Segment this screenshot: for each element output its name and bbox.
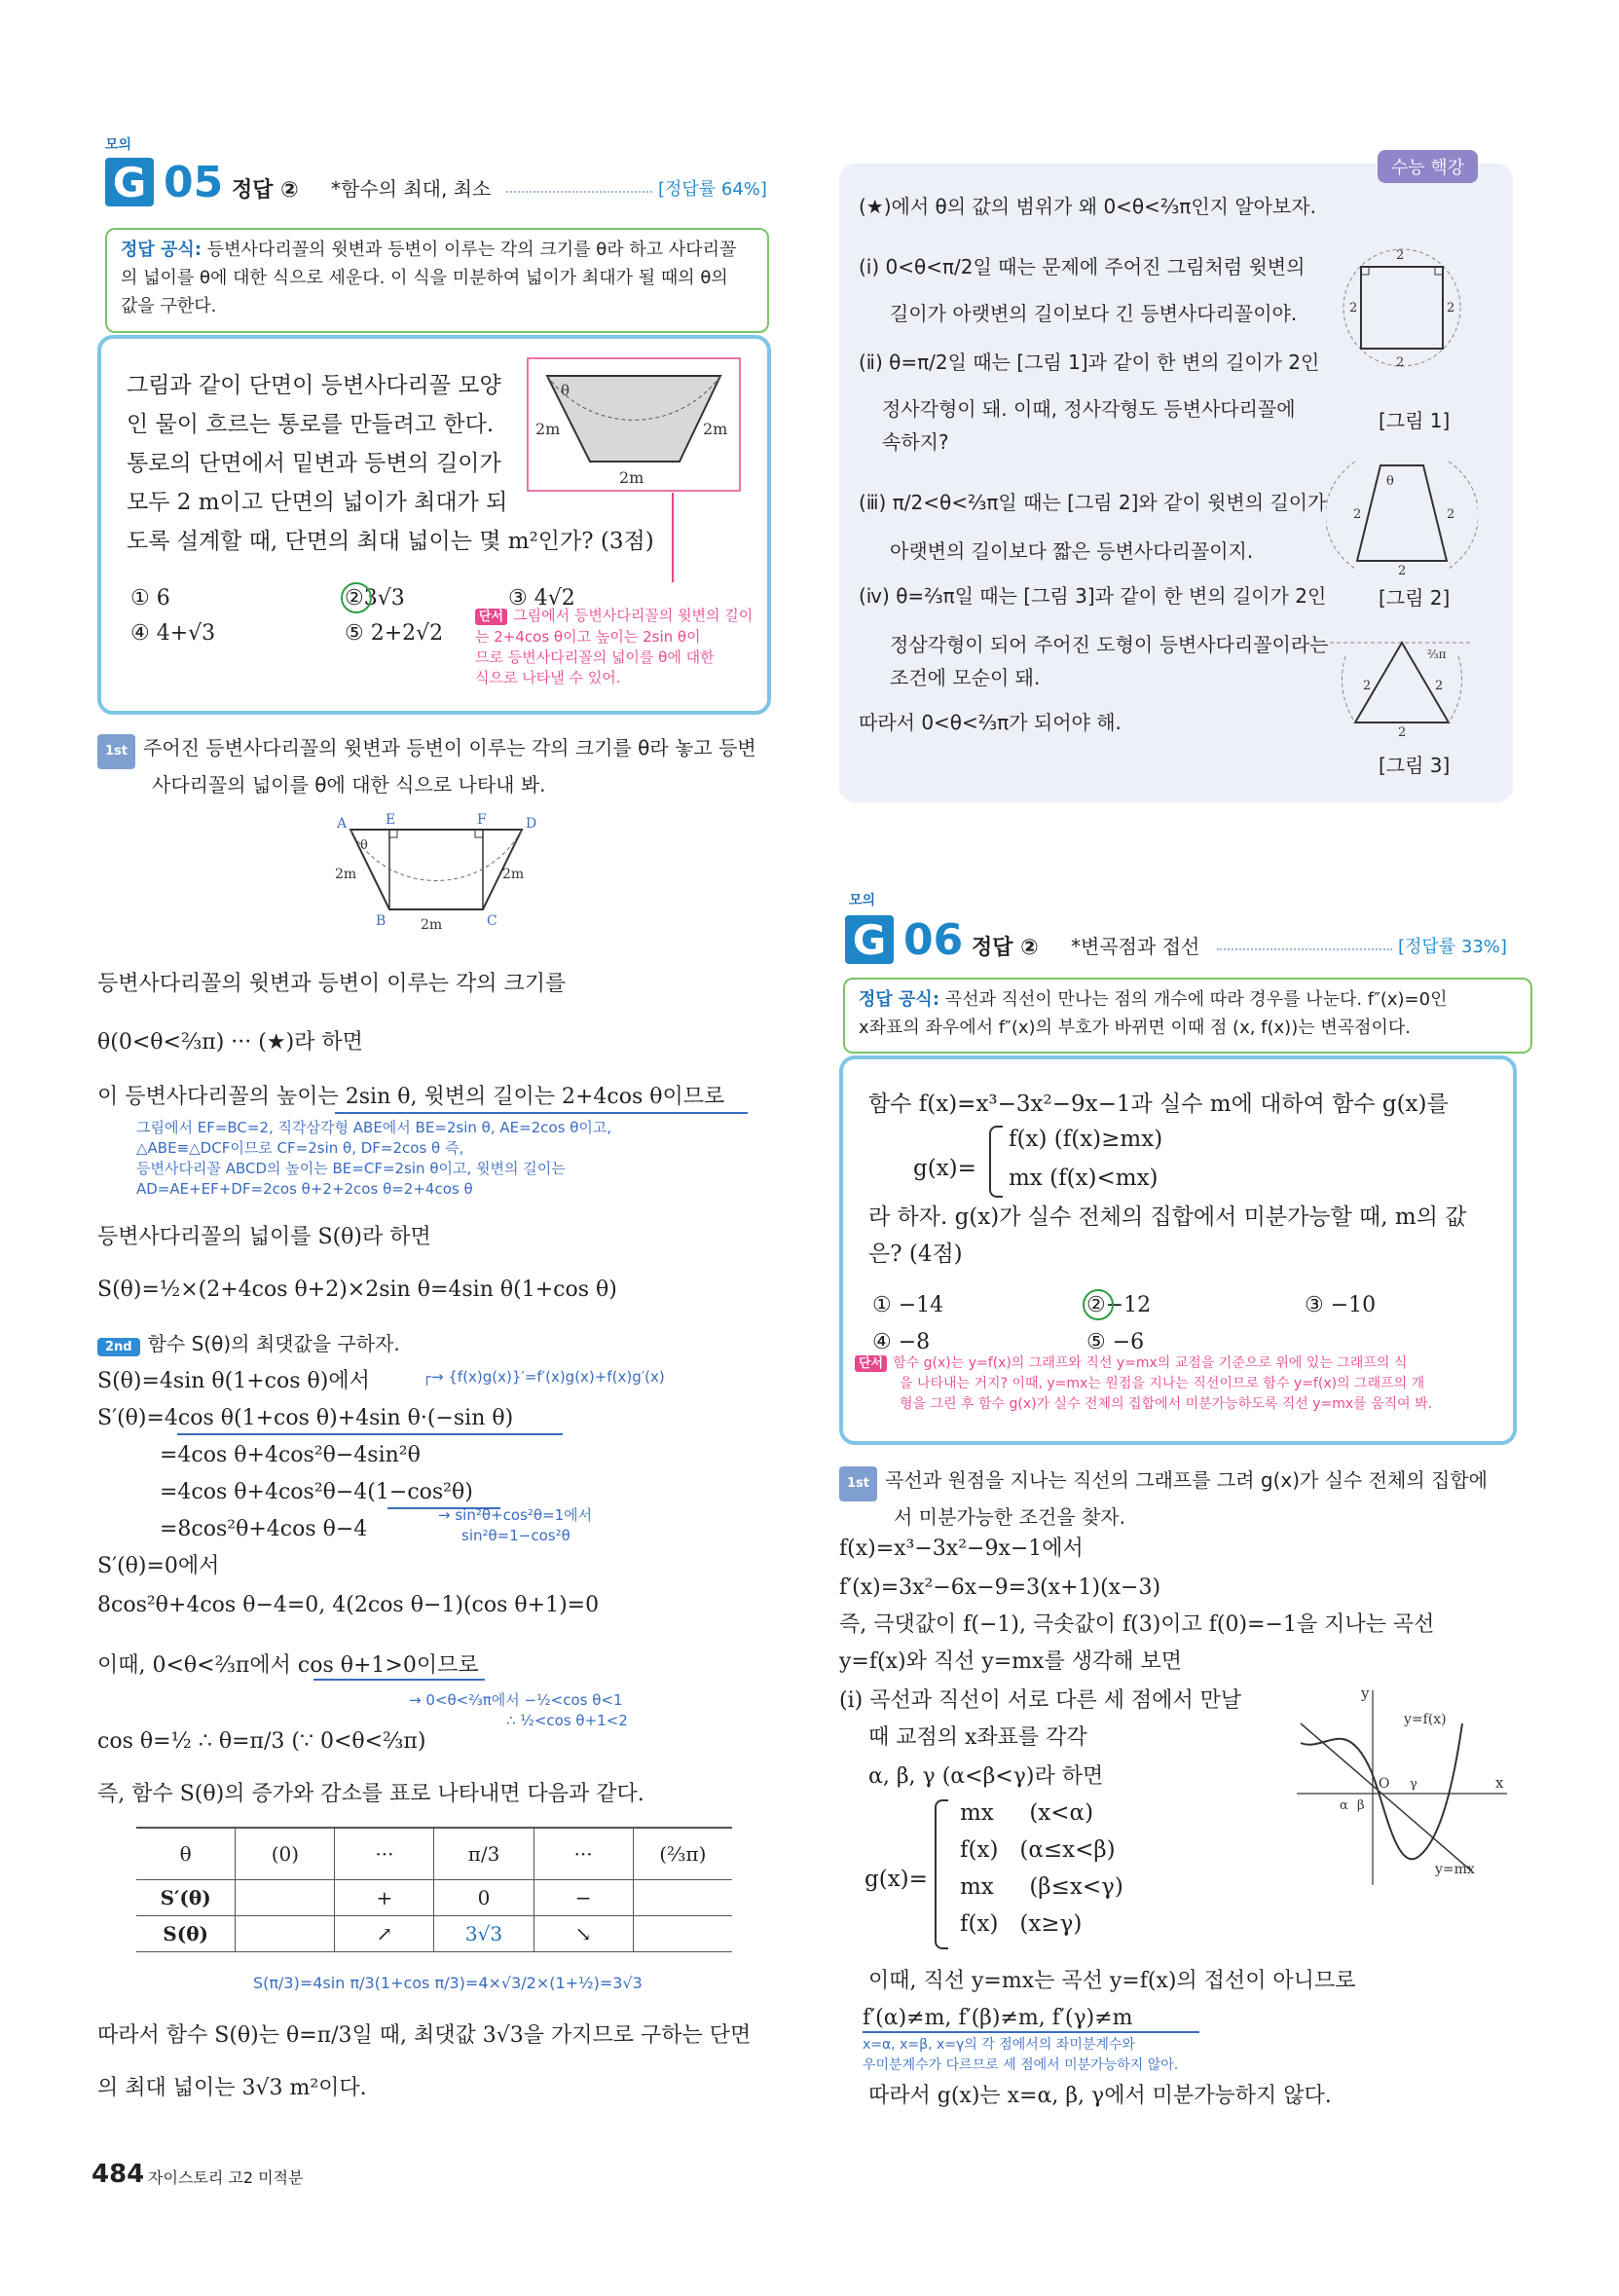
underline xyxy=(863,2031,1199,2033)
table-cell: θ xyxy=(136,1828,236,1880)
table-cell: + xyxy=(335,1880,434,1916)
cubic-graph xyxy=(1287,1685,1511,1891)
chapter-letter-box: G xyxy=(845,915,894,964)
solution-line: 즉, 극댓값이 f(−1), 극솟값이 f(3)이고 f(0)=−1을 지나는 곡선 xyxy=(839,1612,1435,1637)
line-y-mx xyxy=(1301,1723,1472,1871)
solution-line: 때 교점의 x좌표를 각각 xyxy=(868,1725,1087,1750)
dotted-leader xyxy=(506,191,652,193)
solution-line: 등변사다리꼴의 넓이를 S(θ)라 하면 xyxy=(97,1225,431,1249)
correct-rate: [정답률 64%] xyxy=(658,179,767,200)
trapezoid-shape xyxy=(547,376,720,462)
problem-line: 모두 2 m이고 단면의 넓이가 최대가 되 xyxy=(127,490,508,515)
point-label: C xyxy=(487,913,497,929)
piecewise-row: mx (β≤x<γ) xyxy=(960,1874,1123,1900)
source-tag: 모의 xyxy=(849,893,876,908)
choice-2-correct: ②3√3 xyxy=(345,586,405,611)
solution-line: 8cos²θ+4cos θ−4=0, 4(2cos θ−1)(cos θ+1)=0 xyxy=(97,1593,600,1617)
insight-line: (ⅲ) π/2<θ<⅔π일 때는 [그림 2]와 같이 윗변의 길이가 xyxy=(859,491,1327,514)
solution-line: cos θ=½ ∴ θ=π/3 (∵ 0<θ<⅔π) xyxy=(97,1729,426,1754)
point-label: D xyxy=(526,816,537,832)
svg-text:2: 2 xyxy=(1447,301,1455,315)
table-cell: − xyxy=(534,1880,633,1916)
figure-caption: [그림 1] xyxy=(1379,409,1451,432)
insight-line: 정사각형이 돼. 이때, 정사각형도 등변사다리꼴에 xyxy=(882,397,1296,421)
solution-line: 등변사다리꼴의 윗변과 등변이 이루는 각의 크기를 xyxy=(97,972,567,996)
right-angle-mark xyxy=(389,830,397,837)
problem-line: 함수 f(x)=x³−3x²−9x−1과 실수 m에 대하여 함수 g(x)를 xyxy=(868,1092,1449,1117)
insight-line: 따라서 0<θ<⅔π가 되어야 해. xyxy=(859,711,1122,734)
solution-line: 즉, 함수 S(θ)의 증가와 감소를 표로 나타내면 다음과 같다. xyxy=(97,1782,644,1806)
correct-circle-mark xyxy=(1083,1289,1114,1320)
table-cell: (0) xyxy=(236,1828,335,1880)
side-note: → 0<θ<⅔π에서 −½<cos θ<1 ∴ ½<cos θ+1<2 xyxy=(409,1691,628,1729)
svg-text:2: 2 xyxy=(1398,564,1407,576)
svg-text:⅔π: ⅔π xyxy=(1427,648,1447,661)
increase-decrease-table xyxy=(136,1827,732,1952)
dotted-leader xyxy=(1217,948,1392,950)
solution-line: 이때, 0<θ<⅔π에서 cos θ+1>0이므로 xyxy=(97,1653,479,1678)
step-badge: 2nd xyxy=(97,1338,140,1356)
brace xyxy=(989,1126,1003,1198)
side-label: 2m xyxy=(421,917,443,933)
curve-label: y=f(x) xyxy=(1404,1712,1447,1727)
table-cell: ↘ xyxy=(534,1916,633,1952)
table-row xyxy=(136,1916,732,1952)
insight-intro: (★)에서 θ의 값의 범위가 왜 0<θ<⅔π인지 알아보자. xyxy=(859,195,1316,218)
topic-label: *변곡점과 접선 xyxy=(1071,935,1200,958)
insight-line: 속하지? xyxy=(882,430,949,454)
point-label: E xyxy=(386,812,396,828)
piecewise-row: mx (x<α) xyxy=(960,1800,1094,1826)
side-label: 2m xyxy=(335,867,357,882)
choice-5: ⑤ 2+2√2 xyxy=(345,621,444,646)
underline xyxy=(335,1112,748,1114)
axis-label: x xyxy=(1495,1774,1504,1792)
piecewise-row: mx (f(x)<mx) xyxy=(1009,1166,1159,1191)
brace xyxy=(935,1799,948,1949)
hint-badge: 단서 xyxy=(855,1355,887,1372)
insight-line: (ⅱ) θ=π/2일 때는 [그림 1]과 같이 한 변의 길이가 2인 xyxy=(859,351,1320,374)
insight-line: (ⅳ) θ=⅔π일 때는 [그림 3]과 같이 한 변의 길이가 2인 xyxy=(859,584,1327,608)
solution-line: =8cos²θ+4cos θ−4 xyxy=(160,1517,368,1541)
line-label: y=mx xyxy=(1435,1862,1475,1877)
table-cell: ↗ xyxy=(335,1916,434,1952)
conclusion-line: 의 최대 넓이는 3√3 m²이다. xyxy=(97,2076,367,2100)
solution-line: 이때, 직선 y=mx는 곡선 y=f(x)의 접선이 아니므로 xyxy=(868,1969,1356,1993)
choice-3: ③ 4√2 xyxy=(508,586,575,611)
insight-line: 조건에 모순이 돼. xyxy=(890,666,1041,689)
formula-label: 정답 공식: xyxy=(859,989,940,1010)
choice-1: ① −14 xyxy=(872,1293,944,1317)
problem-line: 그림과 같이 단면이 등변사다리꼴 모양 xyxy=(127,373,501,398)
problem-line: 통로의 단면에서 밑변과 등변의 길이가 xyxy=(127,451,501,476)
origin-label: O xyxy=(1379,1776,1390,1792)
problem-line: 인 물이 흐르는 통로를 만들려고 한다. xyxy=(127,412,495,437)
axis-label: y xyxy=(1361,1685,1370,1702)
solution-line: θ(0<θ<⅔π) ··· (★)라 하면 xyxy=(97,1030,363,1055)
table-cell xyxy=(236,1880,335,1916)
insight-line: (ⅰ) 0<θ<π/2일 때는 문제에 주어진 그림처럼 윗변의 xyxy=(859,255,1306,278)
answer-label: 정답 ② xyxy=(972,936,1039,960)
formula-line: 등변사다리꼴의 윗변과 등변이 이루는 각의 크기를 θ라 하고 사다리꼴 xyxy=(206,240,737,260)
step1-heading: 1st 곡선과 원점을 지나는 직선의 그래프를 그려 g(x)가 실수 전체의 집합에 서 미분가능한 조건을 찾자. xyxy=(839,1464,1521,1533)
problem-box xyxy=(97,335,771,715)
hint-pointer-line xyxy=(672,493,674,582)
table-cell xyxy=(236,1916,335,1952)
solution-line: S′(θ)=4cos θ(1+cos θ)+4sin θ·(−sin θ) xyxy=(97,1406,514,1430)
step-badge: 1st xyxy=(97,734,135,769)
correct-rate: [정답률 33%] xyxy=(1398,937,1507,957)
svg-text:θ: θ xyxy=(1386,474,1394,489)
problem-box xyxy=(839,1055,1517,1445)
page-number: 484 xyxy=(92,2160,145,2189)
right-angle-mark xyxy=(475,830,483,837)
side-label: 2m xyxy=(502,867,525,882)
solution-line: S(θ)=½×(2+4cos θ+2)×2sin θ=4sin θ(1+cos θ) xyxy=(97,1278,617,1302)
solution-line: f′(x)=3x²−6x−9=3(x+1)(x−3) xyxy=(839,1575,1161,1600)
formula-box xyxy=(843,978,1532,1054)
step-badge: 1st xyxy=(839,1466,877,1501)
table-cell: (⅔π) xyxy=(633,1828,732,1880)
table-cell: 0 xyxy=(434,1880,534,1916)
insight-line: 길이가 아랫변의 길이보다 긴 등변사다리꼴이야. xyxy=(890,302,1298,325)
piecewise-lhs: g(x)= xyxy=(913,1156,976,1181)
table-cell: 3√3 xyxy=(434,1916,534,1952)
piecewise-row: f(x) (x≥γ) xyxy=(960,1911,1083,1937)
trapezoid-figure-2 xyxy=(331,808,545,937)
figure-caption: [그림 3] xyxy=(1379,754,1451,777)
trapezoid-outline xyxy=(350,830,525,909)
theta-label: θ xyxy=(561,382,570,399)
formula-label: 정답 공식: xyxy=(121,240,202,260)
hint-badge: 단서 xyxy=(475,609,507,625)
choice-4: ④ −8 xyxy=(872,1330,931,1354)
insight-box xyxy=(839,158,1513,802)
choice-2-correct: ②−12 xyxy=(1086,1293,1152,1317)
solution-line: 이 등변사다리꼴의 높이는 2sin θ, 윗변의 길이는 2+4cos θ이므로 xyxy=(97,1085,725,1109)
hint-note: 단서 그림에서 등변사다리꼴의 윗변의 길이 는 2+4cos θ이고 높이는 2sin θ이 므로 등변사다리꼴의 넓이를 θ에 대한 식으로 나타낼 수 있어. xyxy=(475,607,754,686)
solution-line: f′(α)≠m, f′(β)≠m, f′(γ)≠m xyxy=(863,2006,1133,2030)
table-cell: π/3 xyxy=(434,1828,534,1880)
theta-label: θ xyxy=(360,838,368,853)
problem-line: 라 하자. g(x)가 실수 전체의 집합에서 미분가능할 때, m의 값 xyxy=(868,1204,1467,1230)
table-cell: S′(θ) xyxy=(136,1880,236,1916)
point-label: B xyxy=(376,913,386,929)
formula-line: 값을 구한다. xyxy=(121,296,217,316)
trapezoid-figure xyxy=(526,356,742,493)
point-label: F xyxy=(477,812,487,828)
side-note: x=α, x=β, x=γ의 각 점에서의 좌미분계수와 우미분계수가 다르므로 세 점에서 미분가능하지 않아. xyxy=(863,2037,1179,2073)
problem-line: 도록 설계할 때, 단면의 최대 넓이는 몇 m²인가? (3점) xyxy=(127,529,654,554)
solution-line: 따라서 g(x)는 x=α, β, γ에서 미분가능하지 않다. xyxy=(868,2084,1332,2108)
choice-1: ① 6 xyxy=(130,586,170,611)
svg-text:2: 2 xyxy=(1353,507,1362,522)
piecewise-row: f(x) (f(x)≥mx) xyxy=(1009,1127,1163,1152)
formula-line: 의 넓이를 θ에 대한 식으로 세운다. 이 식을 미분하여 넓이가 최대가 될 때의 θ의 xyxy=(121,268,728,288)
triangle-figure xyxy=(1326,627,1482,740)
table-cell: ··· xyxy=(335,1828,434,1880)
svg-text:2: 2 xyxy=(1363,679,1372,693)
svg-text:2: 2 xyxy=(1396,355,1405,370)
dashed-arc xyxy=(350,830,525,882)
root-label: γ xyxy=(1410,1777,1417,1792)
insight-line: 정삼각형이 되어 주어진 도형이 등변사다리꼴이라는 xyxy=(890,633,1329,656)
piecewise-row: f(x) (α≤x<β) xyxy=(960,1837,1116,1863)
problem-line: 은? (4점) xyxy=(868,1241,963,1267)
side-note: → sin²θ+cos²θ=1에서 sin²θ=1−cos²θ xyxy=(438,1506,593,1544)
side-note: 그림에서 EF=BC=2, 직각삼각형 ABE에서 BE=2sin θ, AE=2cos θ이고, △ABE≡△DCF이므로 CF=2sin θ, DF=2cos θ 즉, 등변사다리꼴 ABCD의 높이는 BE=CF=2sin θ이고, 윗변의 길이는 AD=AE+EF+DF=2cos θ+2+2cos θ=2+4cos θ xyxy=(136,1119,612,1198)
solution-line: =4cos θ+4cos²θ−4(1−cos²θ) xyxy=(160,1480,473,1504)
choice-5: ⑤ −6 xyxy=(1086,1330,1145,1354)
problem-number: 05 xyxy=(164,158,224,207)
insight-line: 아랫변의 길이보다 짧은 등변사다리꼴이지. xyxy=(890,539,1254,563)
figure-caption: [그림 2] xyxy=(1379,586,1451,610)
table-cell xyxy=(633,1880,732,1916)
formula-line: 곡선과 직선이 만나는 점의 개수에 따라 경우를 나눈다. f″(x)=0인 xyxy=(944,989,1448,1010)
solution-line: f(x)=x³−3x²−9x−1에서 xyxy=(839,1537,1084,1561)
formula-line: x좌표의 좌우에서 f″(x)의 부호가 바뀌면 이때 점 (x, f(x))는 변곡점이다. xyxy=(859,1018,1412,1038)
solution-line: S(θ)=4sin θ(1+cos θ)에서 xyxy=(97,1369,370,1393)
point-label: A xyxy=(337,816,348,832)
table-note: S(π/3)=4sin π/3(1+cos π/3)=4×√3/2×(1+½)=3√3 xyxy=(253,1974,643,1992)
hint-note: 단서 함수 g(x)는 y=f(x)의 그래프와 직선 y=mx의 교점을 기준으로 위에 있는 그래프의 식 을 나타내는 거지? 이때, y=mx는 원점을 지나는 직선이므로 함수 y=f(x)의 그래프의 개 형을 그린 후 함수 g(x)가 실수 전체의 집합에서 미분가능하도록 직선 y=mx를 움직여 봐. xyxy=(855,1353,1501,1415)
svg-text:2: 2 xyxy=(1398,725,1407,740)
choice-4: ④ 4+√3 xyxy=(130,621,216,646)
root-label: α xyxy=(1340,1798,1348,1813)
underline xyxy=(177,1433,563,1435)
step2-heading: 2nd 함수 S(θ)의 최댓값을 구하자. xyxy=(97,1328,400,1356)
underline xyxy=(313,1679,485,1681)
formula-box xyxy=(105,228,769,333)
choice-3: ③ −10 xyxy=(1305,1293,1377,1317)
piecewise-lhs: g(x)= xyxy=(865,1867,928,1892)
answer-label: 정답 ② xyxy=(232,178,299,203)
solution-line: S′(θ)=0에서 xyxy=(97,1554,220,1578)
table-row xyxy=(136,1880,732,1916)
right-side-label: 2m xyxy=(703,420,728,438)
source-tag: 모의 xyxy=(105,137,132,153)
left-side-label: 2m xyxy=(535,420,561,438)
solution-line: α, β, γ (α<β<γ)라 하면 xyxy=(868,1764,1104,1789)
solution-line: =4cos θ+4cos²θ−4sin²θ xyxy=(160,1443,421,1467)
table-row xyxy=(136,1828,732,1880)
svg-text:2: 2 xyxy=(1447,507,1455,522)
side-note: ┌→ {f(x)g(x)}′=f′(x)g(x)+f(x)g′(x) xyxy=(423,1368,665,1386)
solution-line: y=f(x)와 직선 y=mx를 생각해 보면 xyxy=(839,1649,1182,1674)
topic-label: *함수의 최대, 최소 xyxy=(331,177,492,201)
table-cell xyxy=(633,1916,732,1952)
solution-line: (ⅰ) 곡선과 직선이 서로 다른 세 점에서 만날 xyxy=(839,1688,1242,1713)
table-cell: S(θ) xyxy=(136,1916,236,1952)
svg-text:2: 2 xyxy=(1435,679,1444,693)
book-title: 자이스토리 고2 미적분 xyxy=(148,2168,304,2187)
correct-circle-mark xyxy=(341,582,372,613)
step1-heading: 1st 주어진 등변사다리꼴의 윗변과 등변이 이루는 각의 크기를 θ라 놓고 등변 사다리꼴의 넓이를 θ에 대한 식으로 나타내 봐. xyxy=(97,732,779,800)
svg-text:2: 2 xyxy=(1349,301,1358,315)
insight-title: 수능 핵강 xyxy=(1378,150,1478,183)
chapter-letter-box: G xyxy=(105,158,154,206)
square-figure xyxy=(1336,245,1468,372)
conclusion-line: 따라서 함수 S(θ)는 θ=π/3일 때, 최댓값 3√3을 가지므로 구하는 단면 xyxy=(97,2023,752,2048)
table-cell: ··· xyxy=(534,1828,633,1880)
bottom-side-label: 2m xyxy=(619,468,644,487)
svg-text:2: 2 xyxy=(1396,248,1405,263)
problem-number: 06 xyxy=(903,915,964,965)
root-label: β xyxy=(1357,1798,1365,1813)
trapezoid-figure-small xyxy=(1326,452,1478,576)
